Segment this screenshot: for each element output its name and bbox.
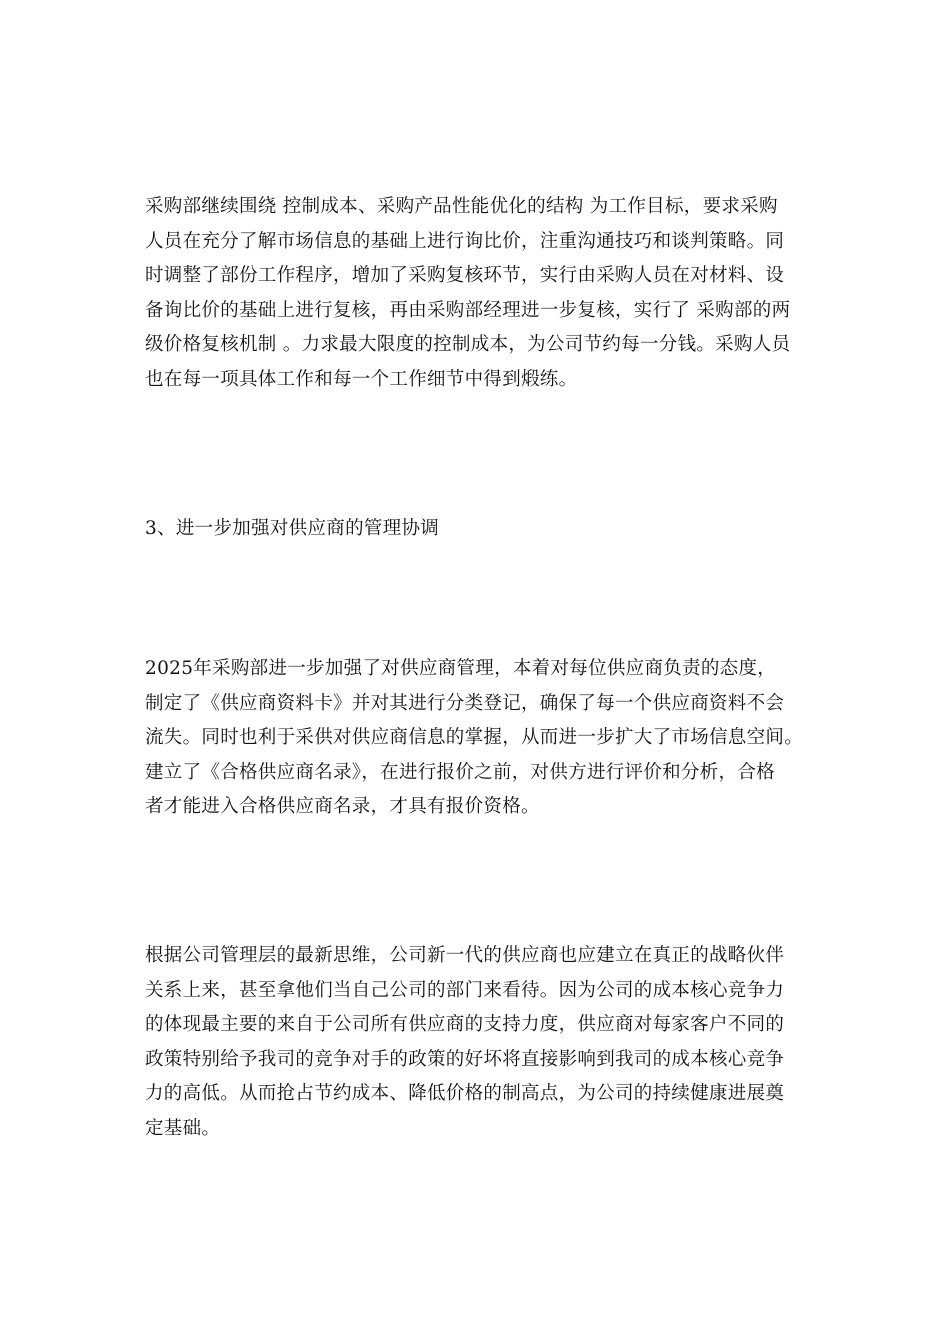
- paragraph-strategic-partnership: [145, 939, 811, 1146]
- section-heading-text: 3、进一步加强对供应商的管理协调: [145, 518, 440, 539]
- text-line: 2025年采购部进一步加强了对供应商管理，本着对每位供应商负责的态度，: [145, 658, 777, 679]
- text-line: 制定了《供应商资料卡》并对其进行分类登记，确保了每一个供应商资料不会: [145, 692, 785, 714]
- paragraph-supplier-management: [145, 652, 811, 825]
- text-line: 级价格复核机制 。力求最大限度的控制成本，为公司节约每一分钱。采购人员: [145, 334, 791, 355]
- text-line: 人员在充分了解市场信息的基础上进行询比价，注重沟通技巧和谈判策略。同: [145, 230, 785, 252]
- text-line: 者才能进入合格供应商名录，才具有报价资格。: [145, 796, 540, 817]
- text-line: 关系上来，甚至拿他们当自己公司的部门来看待。因为公司的成本核心竞争力: [145, 979, 785, 1001]
- text-line: 力的高低。从而抢占节约成本、降低价格的制高点，为公司的持续健康进展奠: [145, 1083, 785, 1104]
- paragraph-procurement-cost-control: [145, 190, 811, 397]
- text-line: 采购部继续围绕 控制成本、采购产品性能优化的结构 为工作目标，要求采购: [145, 196, 778, 217]
- text-line: 备询比价的基础上进行复核，再由采购部经理进一步复核，实行了 采购部的两: [145, 299, 791, 321]
- text-line: 定基础。: [145, 1117, 221, 1139]
- text-line: 时调整了部份工作程序，增加了采购复核环节，实行由采购人员在对材料、设: [145, 265, 785, 286]
- section-heading: [145, 512, 811, 547]
- text-line: 根据公司管理层的最新思维，公司新一代的供应商也应建立在真正的战略伙伴: [145, 945, 785, 966]
- text-line: 的体现最主要的来自于公司所有供应商的支持力度，供应商对每家客户不同的: [145, 1014, 785, 1035]
- text-line: 流失。同时也利于采供对供应商信息的掌握，从而进一步扩大了市场信息空间。: [145, 727, 804, 748]
- text-line: 建立了《合格供应商名录》，在进行报价之前，对供方进行评价和分析，合格: [145, 761, 775, 783]
- text-line: 政策特别给予我司的竞争对手的政策的好坏将直接影响到我司的成本核心竞争: [145, 1048, 785, 1070]
- text-line: 也在每一项具体工作和每一个工作细节中得到煅练。: [145, 368, 578, 390]
